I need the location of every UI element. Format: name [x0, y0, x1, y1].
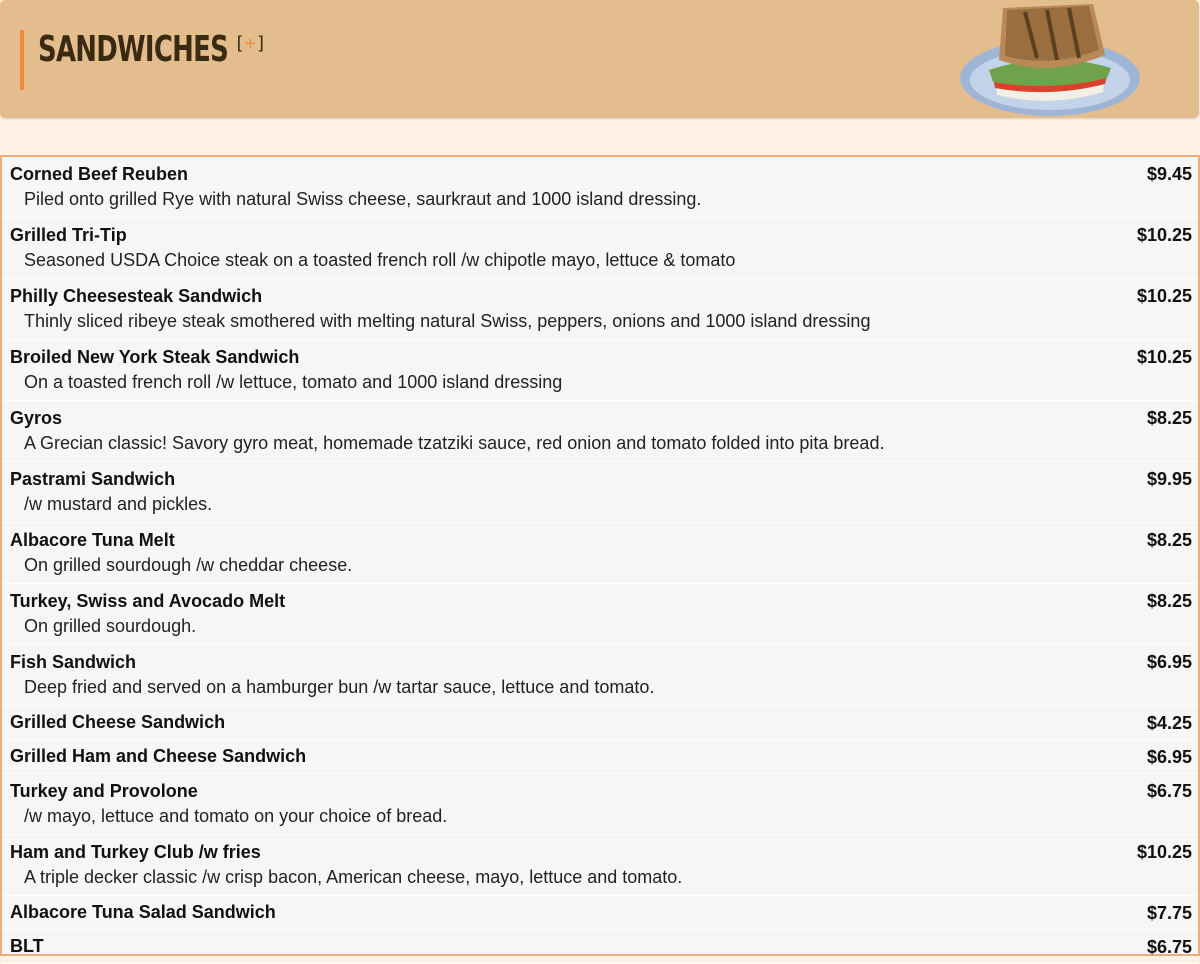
menu-item — [2, 462, 1198, 523]
menu-item-name: Philly Cheesesteak Sandwich — [10, 286, 263, 306]
menu-item-price: $10.25 — [1136, 842, 1192, 862]
menu-item — [2, 740, 1198, 774]
menu-item — [2, 157, 1198, 218]
menu-item-name: Gyros — [10, 408, 63, 428]
expand-close-bracket: ] — [255, 33, 267, 54]
menu-item-description: /w mustard and pickles. — [24, 494, 213, 514]
menu-item — [2, 835, 1198, 896]
menu-item-price: $8.25 — [1146, 591, 1192, 611]
menu-item-description: On grilled sourdough. — [24, 616, 197, 636]
menu-item — [2, 218, 1198, 279]
menu-item — [2, 774, 1198, 835]
menu-item-price: $6.95 — [1146, 747, 1192, 767]
menu-item-description: Piled onto grilled Rye with natural Swiss cheese, saurkraut and 1000 island dressing. — [24, 189, 702, 209]
menu-item — [2, 896, 1198, 930]
section-header — [0, 0, 1199, 118]
menu-item-description: A Grecian classic! Savory gyro meat, homemade tzatziki sauce, red onion and tomato folded into pita bread. — [24, 433, 885, 453]
menu-item-name: Broiled New York Steak Sandwich — [10, 347, 300, 367]
menu-list — [0, 155, 1200, 956]
menu-item-description: Seasoned USDA Choice steak on a toasted french roll /w chipotle mayo, lettuce & tomato — [24, 250, 736, 270]
menu-item-price: $7.75 — [1146, 903, 1192, 923]
menu-item-name: Albacore Tuna Salad Sandwich — [10, 902, 276, 922]
menu-item-price: $6.75 — [1146, 937, 1192, 957]
menu-item-price: $6.95 — [1146, 652, 1192, 672]
menu-item-name: Turkey, Swiss and Avocado Melt — [10, 591, 286, 611]
menu-item-price: $10.25 — [1136, 286, 1192, 306]
menu-item-price: $10.25 — [1136, 347, 1192, 367]
menu-item-price: $4.25 — [1146, 713, 1192, 733]
menu-item-name: BLT — [10, 936, 44, 956]
menu-item — [2, 523, 1198, 584]
header-accent-bar — [20, 30, 24, 90]
menu-item — [2, 340, 1198, 401]
menu-item-price: $8.25 — [1146, 408, 1192, 428]
menu-item — [2, 584, 1198, 645]
menu-item — [2, 279, 1198, 340]
menu-item-description: On a toasted french roll /w lettuce, tomato and 1000 island dressing — [24, 372, 563, 392]
menu-item-name: Corned Beef Reuben — [10, 164, 189, 184]
menu-item-price: $10.25 — [1136, 225, 1192, 245]
menu-item — [2, 706, 1198, 740]
menu-item-description: /w mayo, lettuce and tomato on your choice of bread. — [24, 806, 448, 826]
menu-item-description: On grilled sourdough /w cheddar cheese. — [24, 555, 353, 575]
menu-item — [2, 645, 1198, 706]
menu-item-description: Deep fried and served on a hamburger bun /w tartar sauce, lettuce and tomato. — [24, 677, 655, 697]
section-title: SANDWICHES — [38, 29, 229, 70]
menu-item-price: $9.95 — [1146, 469, 1192, 489]
menu-item-name: Grilled Tri-Tip — [10, 225, 127, 245]
menu-item-name: Albacore Tuna Melt — [10, 530, 175, 550]
menu-item — [2, 401, 1198, 462]
menu-item-price: $9.45 — [1146, 164, 1192, 184]
expand-open-bracket: [ — [234, 33, 245, 54]
menu-item-name: Grilled Ham and Cheese Sandwich — [10, 746, 307, 766]
menu-item-name: Ham and Turkey Club /w fries — [10, 842, 261, 862]
menu-item-description: A triple decker classic /w crisp bacon, American cheese, mayo, lettuce and tomato. — [24, 867, 683, 887]
menu-item-name: Fish Sandwich — [10, 652, 137, 672]
menu-item — [2, 930, 1198, 964]
menu-item-name: Grilled Cheese Sandwich — [10, 712, 226, 732]
sandwich-photo — [955, 0, 1145, 118]
menu-item-name: Pastrami Sandwich — [10, 469, 176, 489]
menu-item-price: $6.75 — [1146, 781, 1192, 801]
menu-item-name: Turkey and Provolone — [10, 781, 198, 801]
menu-item-description: Thinly sliced ribeye steak smothered with melting natural Swiss, peppers, onions and 1000 island dressing — [24, 311, 871, 331]
plus-icon: + — [244, 33, 256, 54]
menu-item-price: $8.25 — [1146, 530, 1192, 550]
expand-toggle[interactable] — [234, 33, 267, 54]
